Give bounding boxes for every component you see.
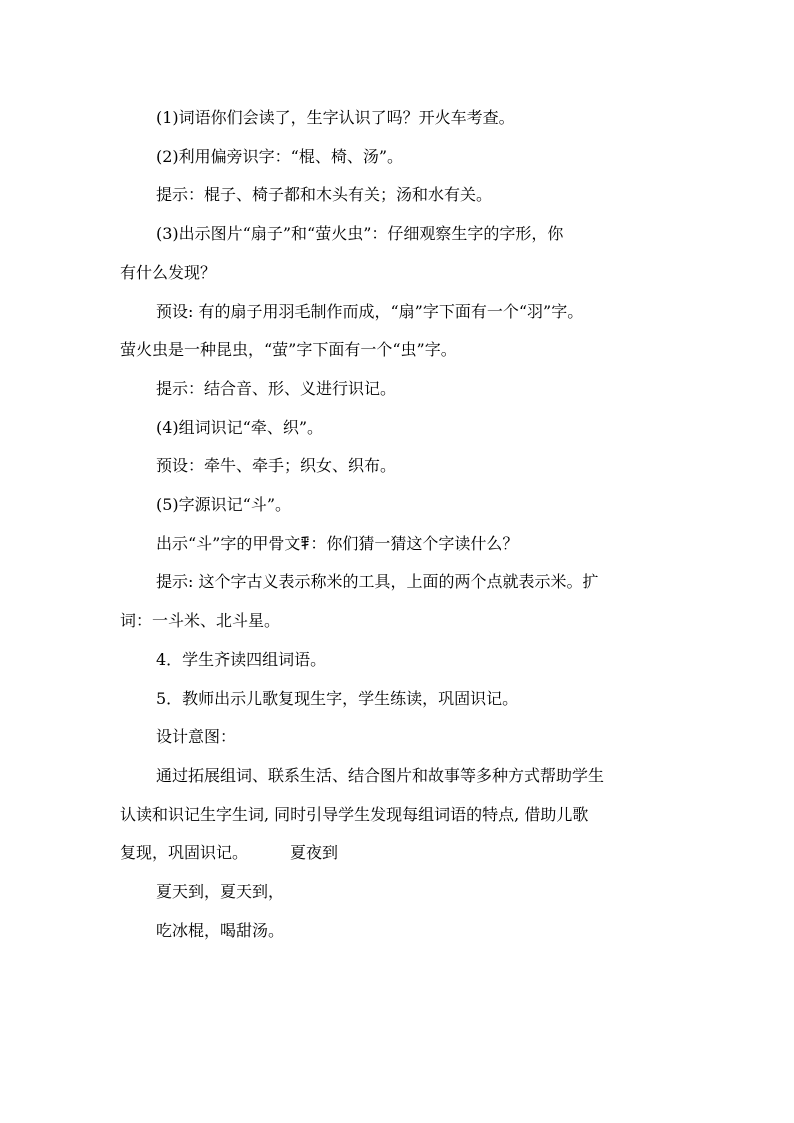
paragraph-15-line-3 [120,834,676,873]
paragraph-13: 5．教师出示儿歌复现生字，学生练读，巩固识记。 [156,688,519,708]
oracle-bone-dou-glyph-icon [300,536,310,550]
paragraph-15-line-1: 通过拓展组词、联系生活、结合图片和故事等多种方式帮助学生 [156,765,605,785]
paragraph-2: (2)利用偏旁识字：“棍、椅、汤”。 [156,146,404,166]
paragraph-12: 4．学生齐读四组词语。 [156,649,327,669]
paragraph-10 [120,525,676,564]
paragraph-6: 提示：结合音、形、义进行识记。 [156,378,397,398]
document-body [120,99,676,950]
poem-line-2: 吃冰棍，喝甜汤。 [156,920,285,940]
paragraph-14: 设计意图： [156,727,237,747]
paragraph-9: (5)字源识记“斗”。 [156,495,292,515]
paragraph-10-before: 出示“斗”字的甲骨文 [156,533,301,553]
paragraph-5-line-1: 预设: 有的扇子用羽毛制作而成，“扇”字下面有一个“羽”字。 [156,301,584,321]
paragraph-11-line-1: 提示: 这个字古义表示称米的工具，上面的两个点就表示米。扩 [156,572,599,592]
paragraph-11-line-2: 词：一斗米、北斗星。 [120,611,281,631]
paragraph-5-line-2: 萤火虫是一种昆虫，“萤”字下面有一个“虫”字。 [120,340,457,360]
poem-title: 夏夜到 [290,843,339,863]
paragraph-10-after: ：你们猜一猜这个字读什么？ [310,533,519,553]
paragraph-4-line-1: (3)出示图片“扇子”和“萤火虫”：仔细观察生字的字形，你 [156,224,564,244]
paragraph-15-line-3-text: 复现，巩固识记。 [120,843,249,863]
poem-line-1: 夏天到，夏天到， [156,882,285,902]
paragraph-15-line-2: 认读和识记生字生词, 同时引导学生发现每组词语的特点, 借助儿歌 [120,804,589,824]
paragraph-8: 预设：牵牛、牵手；织女、织布。 [156,456,397,476]
paragraph-7: (4)组词识记“牵、织”。 [156,417,324,437]
paragraph-3: 提示：棍子、椅子都和木头有关；汤和水有关。 [156,185,493,205]
paragraph-4-line-2: 有什么发现？ [120,262,217,282]
paragraph-1: (1)词语你们会读了，生字认识了吗？开火车考查。 [156,108,515,127]
